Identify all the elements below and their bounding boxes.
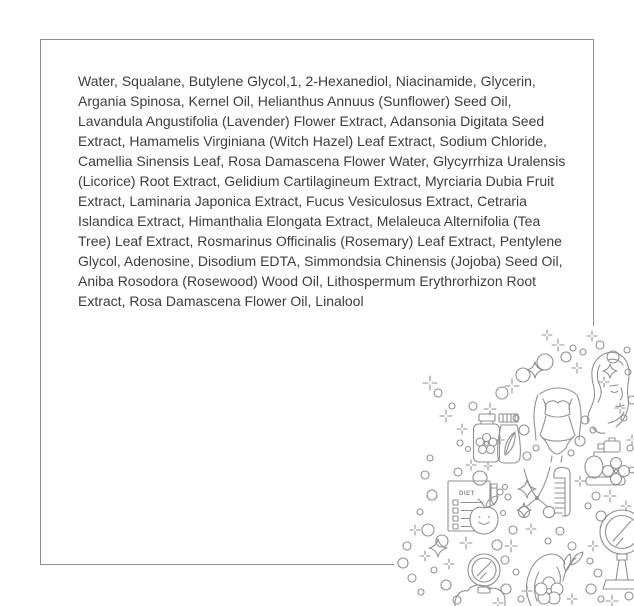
- ingredients-line: Aniba Rosodora (Rosewood) Wood Oil, Lithospermum Erythrorhizon Root: [78, 273, 537, 289]
- ingredients-line: Lavandula Angustifolia (Lavender) Flower Extract, Adansonia Digitata Seed: [78, 113, 545, 129]
- ingredients-line: Water, Squalane, Butylene Glycol,1, 2-Hexanediol, Niacinamide, Glycerin,: [78, 73, 536, 89]
- ingredients-line: Extract, Rosa Damascena Flower Oil, Linalool: [78, 293, 364, 309]
- ingredients-line: Islandica Extract, Himanthalia Elongata Extract, Melaleuca Alternifolia (Tea: [78, 213, 541, 229]
- ingredients-line: Tree) Leaf Extract, Rosmarinus Officinalis (Rosemary) Leaf Extract, Pentylene: [78, 233, 562, 249]
- beauty-icons-cluster: [394, 326, 634, 606]
- diet-label: DIET: [458, 491, 476, 497]
- ingredients-line: Glycol, Adenosine, Disodium EDTA, Simmondsia Chinensis (Jojoba) Seed Oil,: [78, 253, 563, 269]
- ingredients-line: Extract, Laminaria Japonica Extract, Fucus Vesiculosus Extract, Cetraria: [78, 193, 527, 209]
- ingredient-list: [78, 71, 578, 311]
- ingredients-line: Extract, Hamamelis Virginiana (Witch Hazel) Leaf Extract, Sodium Chloride,: [78, 133, 547, 149]
- ingredients-line: (Licorice) Root Extract, Gelidium Cartilagineum Extract, Myrciaria Dubia Fruit: [78, 173, 555, 189]
- ingredients-line: Camellia Sinensis Leaf, Rosa Damascena Flower Water, Glycyrrhiza Uralensis: [78, 153, 566, 169]
- ingredients-line: Argania Spinosa, Kernel Oil, Helianthus Annuus (Sunflower) Seed Oil,: [78, 93, 512, 109]
